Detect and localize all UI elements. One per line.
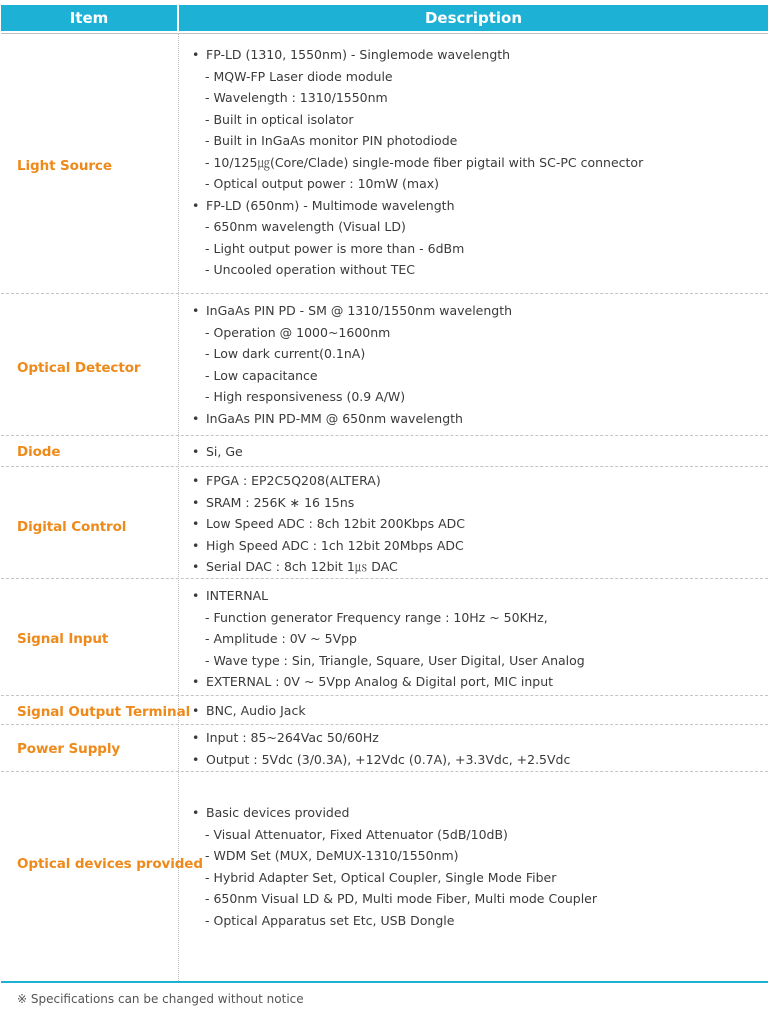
description-text: INTERNAL <box>206 588 269 603</box>
bullet-item <box>192 556 762 578</box>
description-text: High Speed ADC : 1ch 12bit 20Mbps ADC <box>206 537 464 553</box>
row-divider <box>1 578 768 579</box>
table-bottom-rule <box>1 981 768 983</box>
description-text: - Hybrid Adapter Set, Optical Coupler, Single Mode Fiber <box>205 869 557 885</box>
description-text: - 10/125㎍(Core/Clade) single-mode fiber pigtail with SC-PC connector <box>205 154 644 170</box>
row-description-signal-output-terminal <box>192 700 762 722</box>
item-column-header: Item <box>1 5 177 31</box>
description-text: - High responsiveness (0.9 A/W) <box>205 389 406 404</box>
bullet-icon: • <box>192 703 200 718</box>
description-text: Input : 85~264Vac 50/60Hz <box>206 730 379 745</box>
description-text: FP-LD (1310, 1550nm) - Singlemode wavelength <box>206 47 511 62</box>
description-text: - Built in optical isolator <box>205 111 354 127</box>
description-text: BNC, Audio Jack <box>206 703 306 718</box>
row-divider <box>1 724 768 725</box>
description-text: FP-LD (650nm) - Multimode wavelength <box>206 197 455 213</box>
description-text: - MQW-FP Laser diode module <box>205 68 393 84</box>
description-text: - Low dark current(0.1nA) <box>205 346 366 361</box>
bullet-icon: • <box>192 473 200 488</box>
row-label-light-source: Light Source <box>17 158 112 174</box>
description-text: - Built in InGaAs monitor PIN photodiode <box>205 133 458 148</box>
bullet-item <box>192 300 762 322</box>
bullet-icon: • <box>192 410 200 426</box>
row-divider <box>1 293 768 294</box>
description-text: FPGA : EP2C5Q208(ALTERA) <box>206 473 381 488</box>
row-divider <box>1 771 768 772</box>
bullet-icon: • <box>192 303 200 318</box>
description-text: EXTERNAL : 0V ~ 5Vpp Analog & Digital port, MIC input <box>206 674 554 689</box>
row-description-light-source <box>192 44 762 281</box>
description-text: - Low capacitance <box>205 367 318 383</box>
description-text: - Wave type : Sin, Triangle, Square, User Digital, User Analog <box>205 652 585 668</box>
row-label-signal-output-terminal: Signal Output Terminal <box>17 704 191 720</box>
bullet-item <box>192 513 762 535</box>
footnote: ※ Specifications can be changed without notice <box>17 992 304 1006</box>
bullet-icon: • <box>192 674 200 689</box>
description-text: InGaAs PIN PD-MM @ 650nm wavelength <box>206 410 463 426</box>
bullet-icon: • <box>192 494 200 510</box>
sub-item <box>192 365 762 387</box>
description-text: - Uncooled operation without TEC <box>205 262 416 277</box>
sub-item <box>192 130 762 152</box>
sub-item <box>192 888 762 910</box>
sub-item <box>192 910 762 932</box>
sub-item <box>192 238 762 260</box>
description-text: - Light output power is more than - 6dBm <box>205 240 465 256</box>
sub-item <box>192 66 762 88</box>
bullet-item <box>192 585 762 607</box>
bullet-item <box>192 535 762 557</box>
row-description-signal-input <box>192 585 762 693</box>
sub-item <box>192 216 762 238</box>
bullet-icon: • <box>192 751 200 767</box>
bullet-item <box>192 441 762 463</box>
description-text: - Optical output power : 10mW (max) <box>205 176 440 191</box>
row-description-optical-detector <box>192 300 762 429</box>
description-text: Basic devices provided <box>206 805 350 820</box>
bullet-item <box>192 802 762 824</box>
sub-item <box>192 386 762 408</box>
header-divider <box>1 33 768 34</box>
row-description-power-supply <box>192 727 762 770</box>
bullet-item <box>192 671 762 693</box>
sub-item <box>192 173 762 195</box>
bullet-icon: • <box>192 730 200 745</box>
sub-item <box>192 824 762 846</box>
description-text: Si, Ge <box>206 444 243 459</box>
description-text: Low Speed ADC : 8ch 12bit 200Kbps ADC <box>206 516 466 531</box>
bullet-item <box>192 727 762 749</box>
description-text: - Operation @ 1000~1600nm <box>205 324 391 340</box>
bullet-icon: • <box>192 559 200 574</box>
bullet-item <box>192 408 762 430</box>
sub-item <box>192 322 762 344</box>
bullet-icon: • <box>192 197 200 213</box>
row-divider <box>1 466 768 467</box>
bullet-icon: • <box>192 444 200 459</box>
bullet-item <box>192 749 762 771</box>
bullet-icon: • <box>192 47 200 62</box>
description-text: - 650nm wavelength (Visual LD) <box>205 219 406 234</box>
row-divider <box>1 695 768 696</box>
sub-item <box>192 259 762 281</box>
row-label-optical-detector: Optical Detector <box>17 360 141 376</box>
row-label-power-supply: Power Supply <box>17 741 121 757</box>
row-description-diode <box>192 441 762 463</box>
sub-item <box>192 343 762 365</box>
bullet-icon: • <box>192 537 200 553</box>
description-text: Output : 5Vdc (3/0.3A), +12Vdc (0.7A), +3.3Vdc, +2.5Vdc <box>206 751 571 767</box>
description-text: - Optical Apparatus set Etc, USB Dongle <box>205 912 455 928</box>
description-text: SRAM : 256K ∗ 16 15ns <box>206 494 355 510</box>
sub-item <box>192 607 762 629</box>
description-text: - WDM Set (MUX, DeMUX-1310/1550nm) <box>205 848 459 863</box>
row-description-digital-control <box>192 470 762 578</box>
sub-item <box>192 87 762 109</box>
row-label-digital-control: Digital Control <box>17 519 127 535</box>
sub-item <box>192 628 762 650</box>
row-label-optical-devices-provided: Optical devices provided <box>17 856 203 872</box>
description-text: - 650nm Visual LD & PD, Multi mode Fiber, Multi mode Coupler <box>205 891 597 906</box>
row-description-optical-devices-provided <box>192 802 762 931</box>
column-divider <box>178 34 179 981</box>
bullet-item <box>192 195 762 217</box>
description-column-header: Description <box>179 5 768 31</box>
row-label-diode: Diode <box>17 444 61 460</box>
bullet-icon: • <box>192 805 200 820</box>
sub-item <box>192 152 762 174</box>
description-text: InGaAs PIN PD - SM @ 1310/1550nm wavelength <box>206 303 513 318</box>
row-label-signal-input: Signal Input <box>17 631 109 647</box>
description-text: - Wavelength : 1310/1550nm <box>205 90 388 105</box>
bullet-icon: • <box>192 588 200 603</box>
bullet-item <box>192 492 762 514</box>
sub-item <box>192 845 762 867</box>
sub-item <box>192 867 762 889</box>
description-text: - Function generator Frequency range : 10Hz ~ 50KHz, <box>205 609 548 625</box>
sub-item <box>192 650 762 672</box>
bullet-icon: • <box>192 516 200 531</box>
bullet-item <box>192 700 762 722</box>
bullet-item <box>192 44 762 66</box>
description-text: - Amplitude : 0V ~ 5Vpp <box>205 631 357 646</box>
description-text: - Visual Attenuator, Fixed Attenuator (5dB/10dB) <box>205 826 508 842</box>
sub-item <box>192 109 762 131</box>
row-divider <box>1 435 768 436</box>
bullet-item <box>192 470 762 492</box>
description-text: Serial DAC : 8ch 12bit 1㎲ DAC <box>206 559 398 574</box>
